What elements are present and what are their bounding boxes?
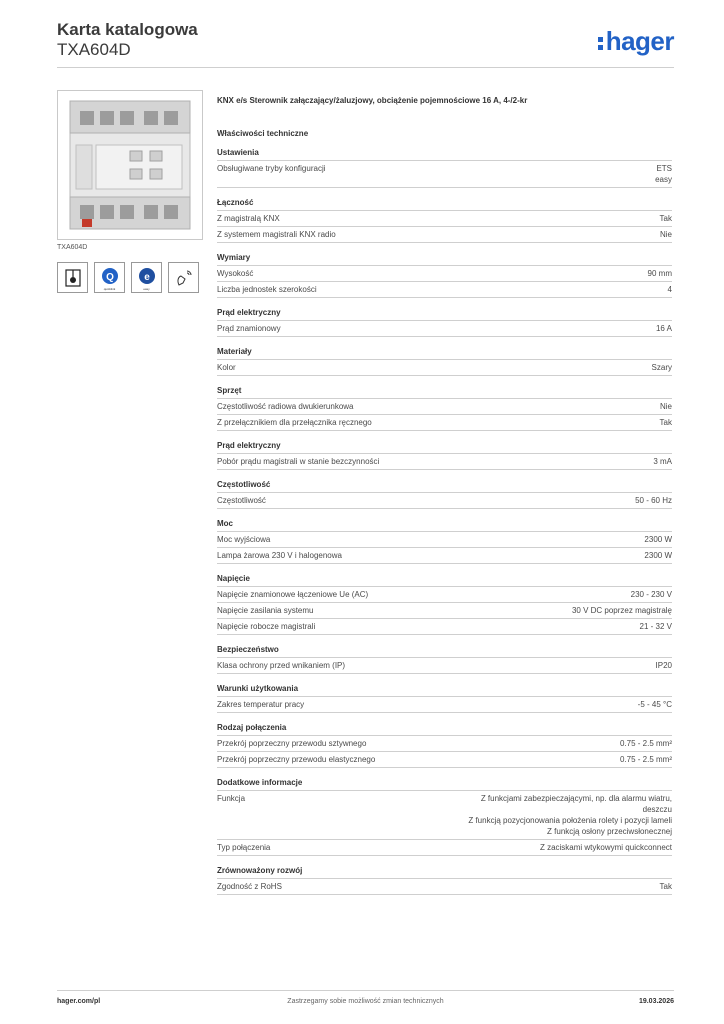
spec-value [656,323,672,334]
spec-row [217,658,672,674]
spec-section [217,574,672,635]
spec-value [660,881,672,892]
spec-value [653,456,672,467]
spec-row [217,752,672,768]
spec-row [217,282,672,298]
spec-value-line: Szary [651,363,672,372]
spec-value [652,362,672,373]
spec-value [660,229,672,240]
spec-section [217,519,672,564]
spec-value [631,589,672,600]
spec-label: Obsługiwane tryby konfiguracji [217,164,326,173]
spec-label: Typ połączenia [217,843,271,852]
spec-label: Prąd znamionowy [217,324,281,333]
quicklink-icon [94,262,125,293]
spec-value-line: 2300 W [644,551,672,560]
page-footer [57,990,674,1005]
product-image [57,90,203,240]
spec-section [217,198,672,243]
spec-value-line: Nie [659,402,672,411]
installation-icon [57,262,88,293]
radio-hand-icon [168,262,199,293]
spec-value-line: 90 mm [647,269,672,278]
spec-row [217,493,672,509]
spec-content [217,96,672,905]
spec-value [644,550,672,561]
spec-value-line: easy [655,175,672,184]
section-title: Prąd elektryczny [217,441,672,454]
section-title: Napięcie [217,574,672,587]
easy-label: easy [143,287,150,291]
spec-row [217,879,672,895]
spec-value [668,284,672,295]
spec-row [217,399,672,415]
spec-value [638,699,672,710]
spec-section [217,347,672,376]
spec-value-line: Z funkcją pozycjonowania położenia rolety i pozycji lameli [468,816,672,825]
section-title: Materiały [217,347,672,360]
spec-section [217,866,672,895]
spec-label: Z magistralą KNX [217,214,280,223]
spec-label: Przekrój poprzeczny przewodu sztywnego [217,739,367,748]
spec-value [660,417,672,428]
spec-value-line: 4 [667,285,672,294]
feature-icons [57,262,199,293]
spec-label: Moc wyjściowa [217,535,271,544]
spec-label: Napięcie znamionowe łączeniowe Ue (AC) [217,590,369,599]
section-title: Zrównoważony rozwój [217,866,672,879]
easy-icon [131,262,162,293]
spec-value [640,621,672,632]
spec-value-line: 0.75 - 2.5 mm² [619,755,672,764]
spec-section [217,441,672,470]
section-title: Ustawienia [217,148,672,161]
section-title: Warunki użytkowania [217,684,672,697]
spec-value-line: 3 mA [653,457,672,466]
tech-properties-title: Właściwości techniczne [217,129,309,138]
svg-text:e: e [143,271,150,283]
spec-value-line: Z funkcjami zabezpieczającymi, np. dla alarmu wiatru, [480,794,672,803]
section-title: Łączność [217,198,672,211]
spec-row [217,791,672,840]
spec-value-line: ETS [656,164,672,173]
spec-value-line: Tak [659,882,672,891]
spec-section [217,723,672,768]
spec-label: Funkcja [217,794,246,803]
logo-mark-icon [598,34,603,53]
spec-row [217,415,672,431]
spec-label: Przekrój poprzeczny przewodu elastycznego [217,755,376,764]
spec-section [217,148,672,188]
spec-row [217,227,672,243]
spec-value-line: Z zaciskami wtykowymi quickconnect [539,843,672,852]
section-title: Częstotliwość [217,480,672,493]
spec-label: Kolor [217,363,236,372]
spec-label: Z systemem magistrali KNX radio [217,230,336,239]
spec-value [648,268,672,279]
spec-value [468,793,672,837]
spec-value-line: -5 - 45 °C [637,700,672,709]
logo-text: hager [605,26,674,56]
spec-value [572,605,672,616]
spec-row [217,454,672,470]
spec-label: Zgodność z RoHS [217,882,282,891]
spec-row [217,736,672,752]
spec-section [217,480,672,509]
spec-value-line: 16 A [655,324,672,333]
quicklink-label: quicklink [103,287,116,291]
spec-value-line: IP20 [655,661,672,670]
spec-value [620,738,672,749]
product-code: TXA604D [57,40,131,59]
spec-label: Częstotliwość [217,496,266,505]
footer-url[interactable]: hager.com/pl [57,998,101,1005]
spec-label: Częstotliwość radiowa dwukierunkowa [217,402,354,411]
spec-value-line: 21 - 32 V [639,622,672,631]
spec-value [635,495,672,506]
footer-date: 19.03.2026 [638,998,674,1005]
page-header [57,20,674,66]
section-title: Sprzęt [217,386,672,399]
spec-value-line: 50 - 60 Hz [635,496,672,505]
hager-logo [598,26,674,57]
spec-value-line: Z funkcją osłony przeciwsłonecznej [547,827,672,836]
footer-note: Zastrzegamy sobie możliwość zmian technicznych [287,998,444,1005]
spec-value [644,534,672,545]
spec-row [217,603,672,619]
spec-value-line: 2300 W [644,535,672,544]
spec-row [217,532,672,548]
spec-label: Zakres temperatur pracy [217,700,305,709]
document-title: Karta katalogowa [57,20,198,39]
device-illustration-icon [58,91,202,239]
spec-value [656,660,672,671]
spec-row [217,360,672,376]
spec-section [217,253,672,298]
spec-value [540,842,672,853]
spec-label: Napięcie zasilania systemu [217,606,314,615]
section-title: Dodatkowe informacje [217,778,672,791]
spec-row [217,211,672,227]
spec-label: Napięcie robocze magistrali [217,622,316,631]
spec-row [217,548,672,564]
spec-section [217,684,672,713]
product-description: KNX e/s Sterownik załączający/żaluzjowy, obciążenie pojemnościowe 16 A, 4-/2-kr [217,96,528,105]
spec-value [655,163,672,185]
spec-value [620,754,672,765]
section-title: Prąd elektryczny [217,308,672,321]
spec-value-line: Tak [659,418,672,427]
spec-section [217,386,672,431]
spec-value [660,213,672,224]
spec-value-line: 0.75 - 2.5 mm² [619,739,672,748]
spec-value [660,401,672,412]
spec-label: Klasa ochrony przed wnikaniem (IP) [217,661,346,670]
spec-value-line: Tak [659,214,672,223]
spec-sections [217,148,672,895]
section-title: Wymiary [217,253,672,266]
spec-section [217,778,672,856]
spec-value-line: 230 - 230 V [630,590,672,599]
spec-row [217,619,672,635]
spec-section [217,308,672,337]
spec-row [217,321,672,337]
spec-label: Pobór prądu magistrali w stanie bezczynności [217,457,380,466]
spec-row [217,587,672,603]
section-title: Bezpieczeństwo [217,645,672,658]
spec-row [217,697,672,713]
spec-label: Wysokość [217,269,254,278]
spec-label: Z przełącznikiem dla przełącznika ręcznego [217,418,372,427]
spec-row [217,266,672,282]
spec-row [217,840,672,856]
product-ref-caption: TXA604D [57,244,88,251]
spec-value-line: deszczu [642,805,672,814]
spec-value-line: 30 V DC poprzez magistralę [571,606,672,615]
section-title: Rodzaj połączenia [217,723,672,736]
spec-label: Lampa żarowa 230 V i halogenowa [217,551,342,560]
spec-value-line: Nie [659,230,672,239]
header-divider [57,67,674,68]
spec-section [217,645,672,674]
spec-row [217,161,672,188]
spec-label: Liczba jednostek szerokości [217,285,317,294]
svg-text:Q: Q [105,271,114,283]
section-title: Moc [217,519,672,532]
